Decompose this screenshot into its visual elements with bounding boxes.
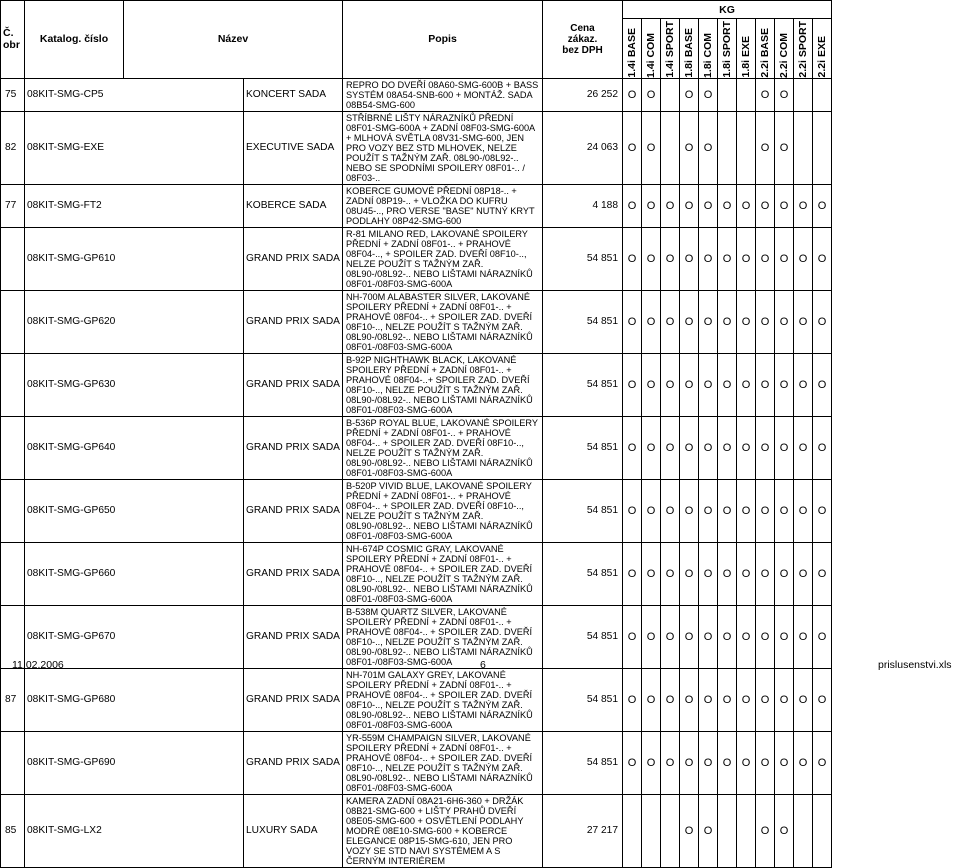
availability-mark: O <box>680 184 699 227</box>
item-description: R-81 MILANO RED, LAKOVANÉ SPOILERY PŘEDNÍ + ZADNÍ 08F01-.. + PRAHOVÉ 08F04-.., + SPOILER ZAD. DVEŘÍ 08F10-.., NELZE POUŽÍT S TAŽNÝM ZAŘ. 08L90-/08L92-.. NEBO LIŠTAMI NÁRAZNÍKŮ 08F01-/08F03-SMG-600A <box>343 227 543 290</box>
availability-mark: O <box>737 416 756 479</box>
model-header <box>756 19 775 79</box>
item-price: 4 188 <box>543 184 623 227</box>
row-number: 82 <box>1 111 25 184</box>
row-number: 85 <box>1 794 25 867</box>
row-number <box>1 479 25 542</box>
kg-header: KG <box>623 1 832 19</box>
availability-mark: O <box>661 479 680 542</box>
availability-mark: O <box>756 668 775 731</box>
availability-mark: O <box>699 416 718 479</box>
availability-mark: O <box>737 542 756 605</box>
availability-mark: O <box>680 290 699 353</box>
availability-mark: O <box>775 184 794 227</box>
model-header-label: 1.4i BASE <box>626 28 638 78</box>
header-cena: Cena <box>570 22 595 34</box>
item-description: YR-559M CHAMPAIGN SILVER, LAKOVANÉ SPOILERY PŘEDNÍ + ZADNÍ 08F01-.. + PRAHOVÉ 08F04-.. + SPOILER ZAD. DVEŘÍ 08F10-.., NELZE POUŽÍT S TAŽNÝM ZAŘ. 08L90-/08L92-.. NEBO LIŠTAMI NÁRAZNÍKŮ 08F01-/08F03-SMG-600A <box>343 731 543 794</box>
availability-mark: O <box>623 731 642 794</box>
item-description: B-92P NIGHTHAWK BLACK, LAKOVANÉ SPOILERY PŘEDNÍ + ZADNÍ 08F01-.. + PRAHOVÉ 08F04-..+ SPOILER ZAD. DVEŘÍ 08F10-.., NELZE POUŽÍT S TAŽNÝM ZAŘ. 08L90-/08L92-.. NEBO LIŠTAMI NÁRAZNÍKŮ 08F01-/08F03-SMG-600A <box>343 353 543 416</box>
availability-mark <box>813 111 832 184</box>
availability-mark: O <box>813 668 832 731</box>
item-name: GRAND PRIX SADA <box>244 290 343 353</box>
catalog-number: 08KIT-SMG-EXE <box>25 111 244 184</box>
availability-mark <box>794 111 813 184</box>
availability-mark <box>718 111 737 184</box>
availability-mark <box>813 78 832 111</box>
item-price: 54 851 <box>543 731 623 794</box>
availability-mark: O <box>775 416 794 479</box>
catalog-number: 08KIT-SMG-GP680 <box>25 668 244 731</box>
availability-mark: O <box>737 184 756 227</box>
model-header-label: 1.8i EXE <box>740 36 752 78</box>
availability-mark: O <box>680 794 699 867</box>
model-header <box>794 19 813 79</box>
item-name: GRAND PRIX SADA <box>244 668 343 731</box>
availability-mark: O <box>737 668 756 731</box>
availability-mark <box>623 794 642 867</box>
footer-page: 6 <box>480 659 486 671</box>
model-header-label: 2.2i COM <box>778 32 790 78</box>
model-header-label: 2.2i BASE <box>759 28 771 78</box>
catalog-number: 08KIT-SMG-GP640 <box>25 416 244 479</box>
item-name: KOBERCE SADA <box>244 184 343 227</box>
availability-mark: O <box>680 605 699 668</box>
availability-mark: O <box>718 353 737 416</box>
item-name: GRAND PRIX SADA <box>244 731 343 794</box>
availability-mark: O <box>775 605 794 668</box>
col-description-header: Popis <box>343 1 543 79</box>
item-description: REPRO DO DVEŘÍ 08A60-SMG-600B + BASS SYSTÉM 08A54-SNB-600 + MONTÁŽ. SADA 08B54-SMG-600 <box>343 78 543 111</box>
availability-mark <box>794 794 813 867</box>
availability-mark: O <box>794 479 813 542</box>
availability-mark: O <box>642 353 661 416</box>
model-header-label: 2.2i SPORT <box>797 21 809 78</box>
catalog-number: 08KIT-SMG-GP690 <box>25 731 244 794</box>
model-header <box>661 19 680 79</box>
item-name: GRAND PRIX SADA <box>244 416 343 479</box>
availability-mark: O <box>718 479 737 542</box>
availability-mark: O <box>699 227 718 290</box>
table-row <box>1 668 832 731</box>
item-price: 54 851 <box>543 605 623 668</box>
availability-mark: O <box>775 479 794 542</box>
item-name: KONCERT SADA <box>244 78 343 111</box>
availability-mark: O <box>756 794 775 867</box>
availability-mark: O <box>699 78 718 111</box>
availability-mark: O <box>623 111 642 184</box>
availability-mark: O <box>756 605 775 668</box>
availability-mark: O <box>661 227 680 290</box>
item-price: 26 252 <box>543 78 623 111</box>
row-number: 75 <box>1 78 25 111</box>
model-header <box>718 19 737 79</box>
col-name-header: Název <box>124 1 343 79</box>
item-name: LUXURY SADA <box>244 794 343 867</box>
availability-mark <box>718 78 737 111</box>
item-description: STŘÍBRNÉ LIŠTY NÁRAZNÍKŮ PŘEDNÍ 08F01-SMG-600A + ZADNÍ 08F03-SMG-600A + MLHOVÁ SVĚTLA 08V31-SMG-600, JEN PRO VOZY BEZ STD MLHOVEK, NELZE POUŽÍT S TAŽNÝM ZAŘ. 08L90-/08L92-.. NEBO SE SPODNÍMI SPOILERY 08F01-.. / 08F03-.. <box>343 111 543 184</box>
item-price: 54 851 <box>543 542 623 605</box>
item-name: GRAND PRIX SADA <box>244 353 343 416</box>
availability-mark: O <box>680 353 699 416</box>
availability-mark: O <box>813 542 832 605</box>
availability-mark: O <box>642 227 661 290</box>
availability-mark: O <box>718 184 737 227</box>
availability-mark: O <box>680 479 699 542</box>
availability-mark: O <box>813 605 832 668</box>
col-catalog-header: Katalog. číslo <box>25 1 124 79</box>
availability-mark: O <box>756 416 775 479</box>
catalog-number: 08KIT-SMG-GP610 <box>25 227 244 290</box>
item-description: NH-700M ALABASTER SILVER, LAKOVANÉ SPOILERY PŘEDNÍ + ZADNÍ 08F01-.. + PRAHOVÉ 08F04-.. + SPOILER ZAD. DVEŘÍ 08F10-.., NELZE POUŽÍT S TAŽNÝM ZAŘ. 08L90-/08L92-.. NEBO LIŠTAMI NÁRAZNÍKŮ 08F01-/08F03-SMG-600A <box>343 290 543 353</box>
availability-mark: O <box>642 78 661 111</box>
availability-mark: O <box>775 542 794 605</box>
availability-mark: O <box>680 668 699 731</box>
availability-mark <box>661 794 680 867</box>
catalog-number: 08KIT-SMG-GP620 <box>25 290 244 353</box>
availability-mark: O <box>623 184 642 227</box>
availability-mark: O <box>737 290 756 353</box>
model-header-label: 1.4i SPORT <box>664 21 676 78</box>
table-row <box>1 542 832 605</box>
availability-mark: O <box>813 731 832 794</box>
availability-mark: O <box>623 479 642 542</box>
availability-mark: O <box>756 184 775 227</box>
row-number <box>1 731 25 794</box>
item-description: NH-674P COSMIC GRAY, LAKOVANÉ SPOILERY PŘEDNÍ + ZADNÍ 08F01-.. + PRAHOVÉ 08F04-.. + SPOILER ZAD. DVEŘÍ 08F10-.., NELZE POUŽÍT S TAŽNÝM ZAŘ. 08L90-/08L92-.. NEBO LIŠTAMI NÁRAZNÍKŮ 08F01-/08F03-SMG-600A <box>343 542 543 605</box>
catalog-number: 08KIT-SMG-GP670 <box>25 605 244 668</box>
item-description: B-538M QUARTZ SILVER, LAKOVANÉ SPOILERY PŘEDNÍ + ZADNÍ 08F01-.. + PRAHOVÉ 08F04-.. + SPOILER ZAD. DVEŘÍ 08F10-.., NELZE POUŽÍT S TAŽNÝM ZAŘ. 08L90-/08L92-.. NEBO LIŠTAMI NÁRAZNÍKŮ 08F01-/08F03-SMG-600A <box>343 605 543 668</box>
col-price-header <box>543 1 623 79</box>
availability-mark: O <box>718 290 737 353</box>
availability-mark <box>661 111 680 184</box>
header-obr: obr <box>3 39 20 52</box>
availability-mark: O <box>756 111 775 184</box>
item-price: 54 851 <box>543 353 623 416</box>
availability-mark: O <box>623 416 642 479</box>
catalog-number: 08KIT-SMG-GP650 <box>25 479 244 542</box>
item-price: 54 851 <box>543 479 623 542</box>
item-description: B-536P ROYAL BLUE, LAKOVANÉ SPOILERY PŘEDNÍ + ZADNÍ 08F01-.. + PRAHOVÉ 08F04-.. + SPOILER ZAD. DVEŘÍ 08F10-.., NELZE POUŽÍT S TAŽNÝM ZAŘ. 08L90-/08L92-.. NEBO LIŠTAMI NÁRAZNÍKŮ 08F01-/08F03-SMG-600A <box>343 416 543 479</box>
table-row <box>1 290 832 353</box>
model-header <box>775 19 794 79</box>
model-header <box>623 19 642 79</box>
header-cena3: bez DPH <box>562 44 603 56</box>
availability-mark: O <box>737 227 756 290</box>
availability-mark: O <box>623 227 642 290</box>
table-row <box>1 479 832 542</box>
col-number-header <box>1 1 25 79</box>
row-number <box>1 227 25 290</box>
availability-mark: O <box>699 479 718 542</box>
availability-mark: O <box>623 353 642 416</box>
availability-mark <box>813 794 832 867</box>
availability-mark: O <box>794 353 813 416</box>
table-row <box>1 605 832 668</box>
item-price: 54 851 <box>543 227 623 290</box>
catalog-number: 08KIT-SMG-GP630 <box>25 353 244 416</box>
availability-mark: O <box>756 227 775 290</box>
table-row <box>1 111 832 184</box>
availability-mark: O <box>661 731 680 794</box>
availability-mark <box>794 78 813 111</box>
model-header-label: 1.4i COM <box>645 32 657 78</box>
table-row <box>1 78 832 111</box>
availability-mark: O <box>794 227 813 290</box>
availability-mark <box>737 111 756 184</box>
availability-mark: O <box>642 479 661 542</box>
availability-mark: O <box>642 111 661 184</box>
availability-mark: O <box>756 290 775 353</box>
availability-mark <box>737 78 756 111</box>
row-number <box>1 542 25 605</box>
availability-mark: O <box>794 542 813 605</box>
table-row <box>1 794 832 867</box>
availability-mark: O <box>756 479 775 542</box>
availability-mark: O <box>699 542 718 605</box>
availability-mark: O <box>775 731 794 794</box>
availability-mark: O <box>794 184 813 227</box>
availability-mark: O <box>794 605 813 668</box>
availability-mark: O <box>756 78 775 111</box>
availability-mark: O <box>756 731 775 794</box>
table-row <box>1 227 832 290</box>
availability-mark: O <box>756 542 775 605</box>
availability-mark: O <box>642 731 661 794</box>
item-price: 54 851 <box>543 290 623 353</box>
availability-mark: O <box>794 668 813 731</box>
availability-mark: O <box>718 416 737 479</box>
availability-mark: O <box>813 290 832 353</box>
availability-mark: O <box>737 479 756 542</box>
availability-mark: O <box>775 290 794 353</box>
availability-mark: O <box>775 353 794 416</box>
availability-mark: O <box>699 184 718 227</box>
catalog-number: 08KIT-SMG-CP5 <box>25 78 244 111</box>
availability-mark <box>718 794 737 867</box>
availability-mark: O <box>661 668 680 731</box>
availability-mark: O <box>699 353 718 416</box>
footer-filename: prislusenstvi.xls <box>878 659 952 671</box>
availability-mark: O <box>661 605 680 668</box>
item-name: GRAND PRIX SADA <box>244 542 343 605</box>
catalog-number: 08KIT-SMG-LX2 <box>25 794 244 867</box>
availability-mark: O <box>642 290 661 353</box>
availability-mark: O <box>661 353 680 416</box>
table-row <box>1 731 832 794</box>
availability-mark: O <box>680 78 699 111</box>
availability-mark: O <box>623 605 642 668</box>
item-name: GRAND PRIX SADA <box>244 479 343 542</box>
row-number <box>1 353 25 416</box>
availability-mark <box>737 794 756 867</box>
availability-mark: O <box>794 290 813 353</box>
model-header-label: 1.8i COM <box>702 32 714 78</box>
model-header <box>813 19 832 79</box>
availability-mark: O <box>813 416 832 479</box>
footer-date: 11.02.2006 <box>12 659 64 671</box>
availability-mark: O <box>737 353 756 416</box>
availability-mark: O <box>813 227 832 290</box>
availability-mark: O <box>756 353 775 416</box>
catalog-number: 08KIT-SMG-FT2 <box>25 184 244 227</box>
availability-mark: O <box>775 227 794 290</box>
header-c: Č. <box>3 27 14 40</box>
availability-mark: O <box>680 416 699 479</box>
header-cena2: zákaz. <box>567 33 598 45</box>
availability-mark: O <box>813 353 832 416</box>
availability-mark: O <box>737 731 756 794</box>
availability-mark: O <box>813 184 832 227</box>
item-price: 54 851 <box>543 416 623 479</box>
availability-mark: O <box>642 542 661 605</box>
item-price: 24 063 <box>543 111 623 184</box>
availability-mark: O <box>623 290 642 353</box>
availability-mark: O <box>642 668 661 731</box>
availability-mark: O <box>699 290 718 353</box>
availability-mark: O <box>623 542 642 605</box>
availability-mark: O <box>642 184 661 227</box>
availability-mark: O <box>794 416 813 479</box>
availability-mark: O <box>680 731 699 794</box>
item-description: KAMERA ZADNÍ 08A21-6H6-360 + DRŽÁK 08B21-SMG-600 + LIŠTY PRAHŮ DVEŘÍ 08E05-SMG-600 + OSVĚTLENÍ PODLAHY MODRÉ 08E10-SMG-600 + KOBERCE ELEGANCE 08P15-SMG-610, JEN PRO VOZY SE STD NAVI SYSTÉMEM A S ČERNÝM INTERIÉREM <box>343 794 543 867</box>
availability-mark: O <box>775 794 794 867</box>
availability-mark: O <box>699 794 718 867</box>
row-number: 77 <box>1 184 25 227</box>
item-description: NH-701M GALAXY GREY, LAKOVANÉ SPOILERY PŘEDNÍ + ZADNÍ 08F01-.. + PRAHOVÉ 08F04-.. + SPOILER ZAD. DVEŘÍ 08F10-.., NELZE POUŽÍT S TAŽNÝM ZAŘ. 08L90-/08L92-.. NEBO LIŠTAMI NÁRAZNÍKŮ 08F01-/08F03-SMG-600A <box>343 668 543 731</box>
table-row <box>1 416 832 479</box>
availability-mark: O <box>775 78 794 111</box>
availability-mark: O <box>813 479 832 542</box>
availability-mark: O <box>699 605 718 668</box>
model-header <box>680 19 699 79</box>
availability-mark: O <box>661 184 680 227</box>
availability-mark: O <box>680 542 699 605</box>
item-description: KOBERCE GUMOVÉ PŘEDNÍ 08P18-.. + ZADNÍ 08P19-.. + VLOŽKA DO KUFRU 08U45-.., PRO VERSE "BASE" NUTNÝ KRYT PODLAHY 08P42-SMG-600 <box>343 184 543 227</box>
model-header-label: 2.2i EXE <box>816 36 828 78</box>
item-name: GRAND PRIX SADA <box>244 227 343 290</box>
row-number <box>1 290 25 353</box>
availability-mark: O <box>718 605 737 668</box>
availability-mark: O <box>661 290 680 353</box>
availability-mark: O <box>699 111 718 184</box>
availability-mark: O <box>794 731 813 794</box>
model-header <box>699 19 718 79</box>
availability-mark: O <box>718 668 737 731</box>
availability-mark: O <box>661 542 680 605</box>
availability-mark: O <box>642 416 661 479</box>
availability-mark: O <box>699 731 718 794</box>
availability-mark: O <box>699 668 718 731</box>
item-price: 27 217 <box>543 794 623 867</box>
item-price: 54 851 <box>543 668 623 731</box>
model-header-label: 1.8i SPORT <box>721 21 733 78</box>
availability-mark: O <box>680 111 699 184</box>
availability-mark: O <box>718 542 737 605</box>
availability-mark: O <box>737 605 756 668</box>
availability-mark: O <box>775 111 794 184</box>
item-description: B-520P VIVID BLUE, LAKOVANÉ SPOILERY PŘEDNÍ + ZADNÍ 08F01-.. + PRAHOVÉ 08F04-.. + SPOILER ZAD. DVEŘÍ 08F10-.., NELZE POUŽÍT S TAŽNÝM ZAŘ. 08L90-/08L92-.. NEBO LIŠTAMI NÁRAZNÍKŮ 08F01-/08F03-SMG-600A <box>343 479 543 542</box>
availability-mark: O <box>642 605 661 668</box>
availability-mark <box>642 794 661 867</box>
availability-mark: O <box>775 668 794 731</box>
row-number: 87 <box>1 668 25 731</box>
availability-mark: O <box>661 416 680 479</box>
model-header-label: 1.8i BASE <box>683 28 695 78</box>
availability-mark: O <box>623 78 642 111</box>
row-number <box>1 416 25 479</box>
availability-mark: O <box>623 668 642 731</box>
availability-mark: O <box>718 731 737 794</box>
item-name: GRAND PRIX SADA <box>244 605 343 668</box>
table-row <box>1 353 832 416</box>
availability-mark: O <box>718 227 737 290</box>
availability-mark <box>661 78 680 111</box>
model-header <box>737 19 756 79</box>
availability-mark: O <box>680 227 699 290</box>
item-name: EXECUTIVE SADA <box>244 111 343 184</box>
model-header <box>642 19 661 79</box>
catalog-number: 08KIT-SMG-GP660 <box>25 542 244 605</box>
table-row <box>1 184 832 227</box>
